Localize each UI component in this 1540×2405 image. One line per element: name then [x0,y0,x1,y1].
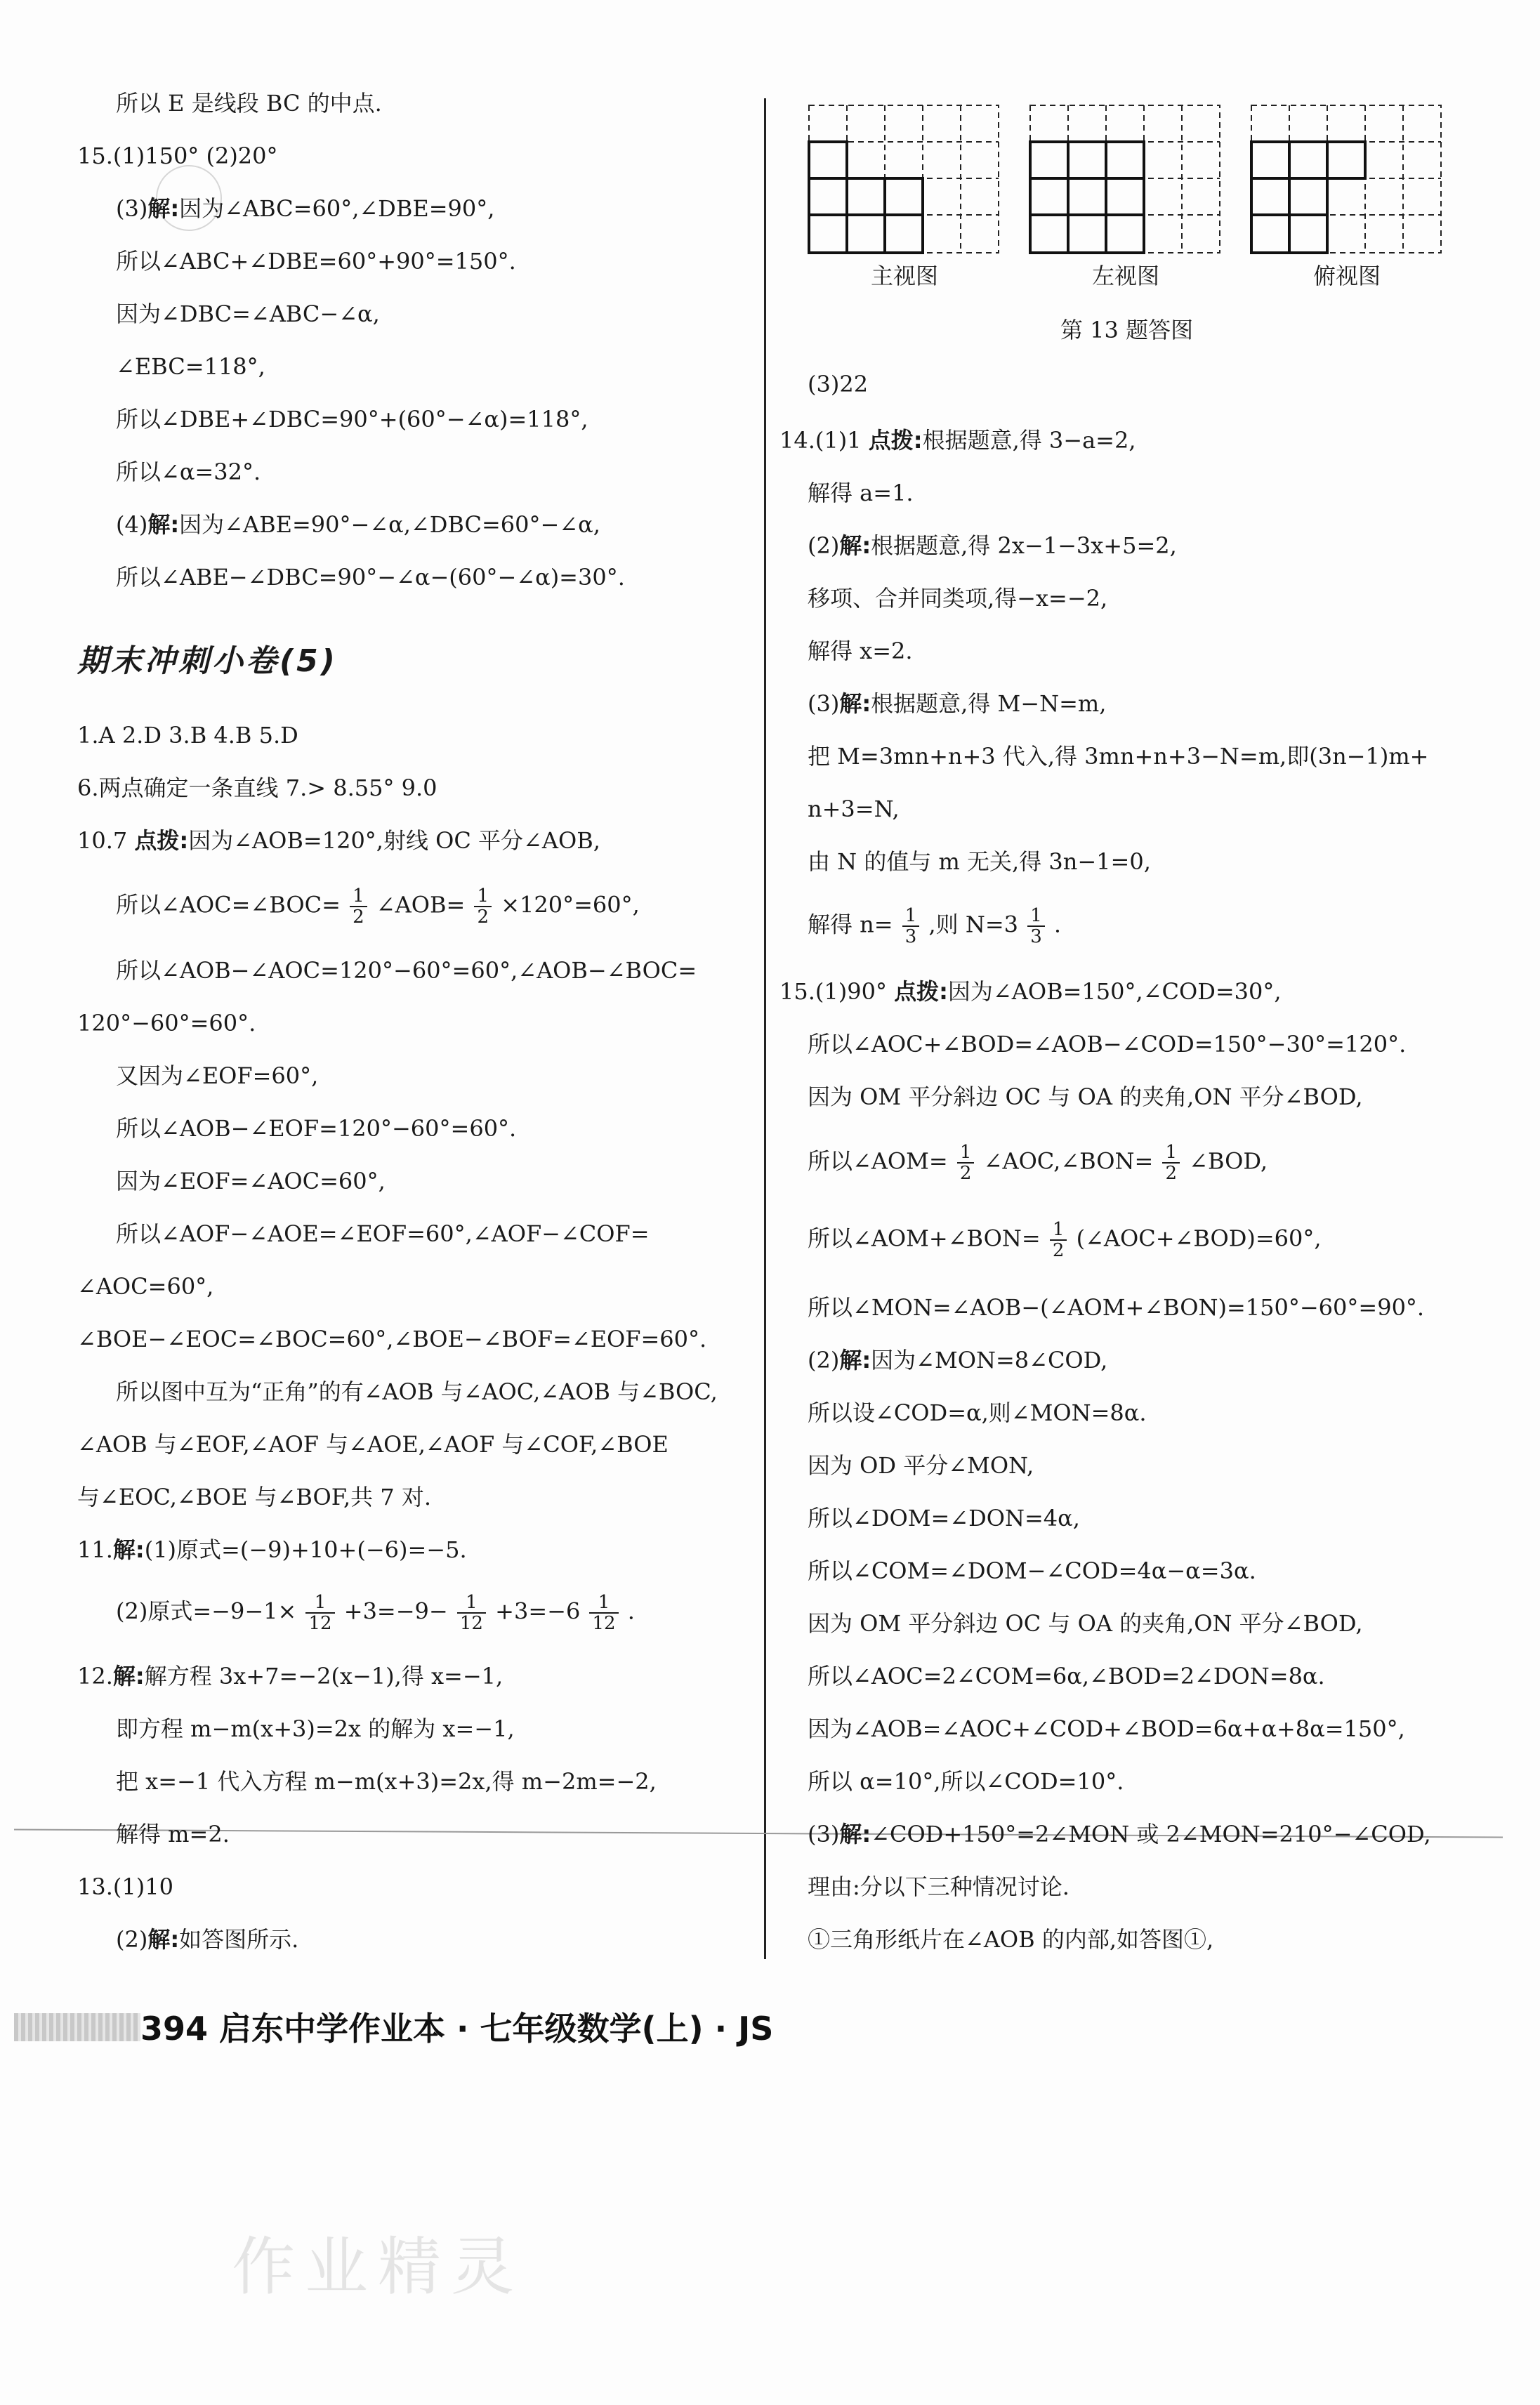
text-line: 因为∠AOB=∠AOC+∠COD+∠BOD=6α+α+8α=150°, [808,1715,1405,1742]
text-line: 移项、合并同类项,得−x=−2, [808,585,1108,612]
text-line: 11.解:(1)原式=(−9)+10+(−6)=−5. [77,1536,467,1563]
text-line: ∠AOC=60°, [77,1273,214,1300]
fraction: $\frac{1}{2}$ [1050,1220,1067,1260]
fraction: $\frac{1}{12}$ [305,1593,334,1633]
text-line: 1.A 2.D 3.B 4.B 5.D [77,722,298,749]
text-line: 解得 m=2. [116,1821,230,1847]
text-line: 理由:分以下三种情况讨论. [808,1873,1070,1900]
text-line: 与∠EOC,∠BOE 与∠BOF,共 7 对. [77,1484,432,1510]
text-line: ∠EBC=118°, [116,353,265,380]
text-line: 因为∠EOF=∠AOC=60°, [116,1168,386,1194]
fraction: $\frac{1}{3}$ [1027,906,1045,947]
text-line: 所以∠ABC+∠DBE=60°+90°=150°. [116,248,516,275]
fraction: $\frac{1}{2}$ [957,1142,975,1183]
text-line: 所以∠α=32°. [116,459,261,485]
column-divider [764,98,766,1959]
text-line: n+3=N, [808,796,900,822]
figure-caption: 第 13 题答图 [1060,317,1194,343]
text-line: 解得 a=1. [808,480,914,506]
text-line: 解得 n= $\frac{1}{3}$ ,则 N=3 $\frac{1}{3}$ . [808,905,1062,947]
left-view-figure [1029,104,1225,258]
footer-text: 394 启东中学作业本 · 七年级数学(上) · JS [140,2010,774,2048]
fraction: $\frac{1}{12}$ [457,1593,486,1633]
fraction: $\frac{1}{2}$ [1162,1142,1180,1183]
text-line: 所以∠DOM=∠DON=4α, [808,1505,1080,1531]
fraction: $\frac{1}{3}$ [902,906,920,947]
text-line: 因为 OD 平分∠MON, [808,1452,1034,1479]
fraction: $\frac{1}{2}$ [350,886,367,927]
text-line: 13.(1)10 [77,1873,173,1900]
front-view-figure [808,104,1004,258]
text-line: (3)解:根据题意,得 M−N=m, [808,690,1107,717]
text-line: 所以∠AOC=2∠COM=6α,∠BOD=2∠DON=8α. [808,1663,1325,1689]
text-line: ∠BOE−∠EOC=∠BOC=60°,∠BOE−∠BOF=∠EOF=60°. [77,1326,707,1352]
text-line: 所以 E 是线段 BC 的中点. [116,90,382,117]
text-line: (3)解:∠COD+150°=2∠MON 或 2∠MON=210°−∠COD, [808,1821,1431,1847]
text-line: 把 M=3mn+n+3 代入,得 3mn+n+3−N=m,即(3n−1)m+ [808,743,1429,770]
text-line: 所以∠AOM= $\frac{1}{2}$ ∠AOC,∠BON= $\frac{1}{2}$ ∠BOD, [808,1142,1268,1184]
text-line: (4)解:因为∠ABE=90°−∠α,∠DBC=60°−∠α, [116,511,600,538]
text-line: 10.7 点拨:因为∠AOB=120°,射线 OC 平分∠AOB, [77,827,600,854]
text-line: 所以∠ABE−∠DBC=90°−∠α−(60°−∠α)=30°. [116,564,625,591]
text-line: 所以∠AOC=∠BOC= $\frac{1}{2}$ ∠AOB= $\frac{1}{2}$ ×120°=60°, [116,885,640,928]
text-line: 因为∠DBC=∠ABC−∠α, [116,301,380,327]
text-line: 15.(1)90° 点拨:因为∠AOB=150°,∠COD=30°, [779,978,1282,1005]
watermark-text: 作业精灵 [232,2230,524,2304]
text-line: 所以∠COM=∠DOM−∠COD=4α−α=3α. [808,1557,1256,1584]
text-line: (2)解:因为∠MON=8∠COD, [808,1347,1108,1373]
section-title: 期末冲刺小卷(5) [77,643,338,679]
text-line: 因为 OM 平分斜边 OC 与 OA 的夹角,ON 平分∠BOD, [808,1083,1363,1110]
front-view-label: 主视图 [871,263,939,289]
text-line: (2)原式=−9−1× $\frac{1}{12}$ +3=−9− $\frac{1}{12}$ +3=−6 $\frac{1}{12}$ . [116,1592,635,1634]
text-line: 所以∠AOC+∠BOD=∠AOB−∠COD=150°−30°=120°. [808,1031,1407,1057]
fraction: $\frac{1}{12}$ [589,1593,618,1633]
text-line: 12.解:解方程 3x+7=−2(x−1),得 x=−1, [77,1663,504,1689]
text-line: 14.(1)1 点拨:根据题意,得 3−a=2, [779,427,1136,454]
text-line: 即方程 m−m(x+3)=2x 的解为 x=−1, [116,1715,515,1742]
text-line: 所以∠DBE+∠DBC=90°+(60°−∠α)=118°, [116,406,588,433]
text-line: 120°−60°=60°. [77,1010,256,1036]
text-line: 由 N 的值与 m 无关,得 3n−1=0, [808,848,1151,875]
text-line: (3)解:因为∠ABC=60°,∠DBE=90°, [116,195,495,222]
text-line: 6.两点确定一条直线 7.> 8.55° 9.0 [77,775,437,801]
text-line: 所以∠AOB−∠EOF=120°−60°=60°. [116,1115,517,1142]
footer-bar [14,2013,140,2041]
text-line: ①三角形纸片在∠AOB 的内部,如答图①, [808,1926,1214,1953]
top-view-figure [1250,104,1447,258]
text-line: 所以∠AOM+∠BON= $\frac{1}{2}$ (∠AOC+∠BOD)=60°, [808,1219,1322,1261]
text-line: 15.(1)150° (2)20° [77,143,278,169]
text-line: 所以设∠COD=α,则∠MON=8α. [808,1399,1147,1426]
page-footer [0,1998,1540,2054]
text-line: 所以∠AOF−∠AOE=∠EOF=60°,∠AOF−∠COF= [116,1220,650,1247]
text-line: 因为 OM 平分斜边 OC 与 OA 的夹角,ON 平分∠BOD, [808,1610,1363,1637]
text-line: 所以图中互为“正角”的有∠AOB 与∠AOC,∠AOB 与∠BOC, [116,1378,718,1405]
text-line: (2)解:根据题意,得 2x−1−3x+5=2, [808,532,1177,559]
text-line: 所以∠AOB−∠AOC=120°−60°=60°,∠AOB−∠BOC= [116,957,697,984]
top-view-label: 俯视图 [1313,263,1381,289]
fraction: $\frac{1}{2}$ [474,886,492,927]
text-line: 解得 x=2. [808,638,913,664]
text-line: 又因为∠EOF=60°, [116,1062,319,1089]
text-line: (3)22 [808,371,869,397]
text-line: 把 x=−1 代入方程 m−m(x+3)=2x,得 m−2m=−2, [116,1768,657,1795]
text-line: (2)解:如答图所示. [116,1926,299,1953]
left-view-label: 左视图 [1092,263,1160,289]
text-line: 所以∠MON=∠AOB−(∠AOM+∠BON)=150°−60°=90°. [808,1294,1425,1321]
text-line: 所以 α=10°,所以∠COD=10°. [808,1768,1124,1795]
text-line: ∠AOB 与∠EOF,∠AOF 与∠AOE,∠AOF 与∠COF,∠BOE [77,1431,669,1458]
